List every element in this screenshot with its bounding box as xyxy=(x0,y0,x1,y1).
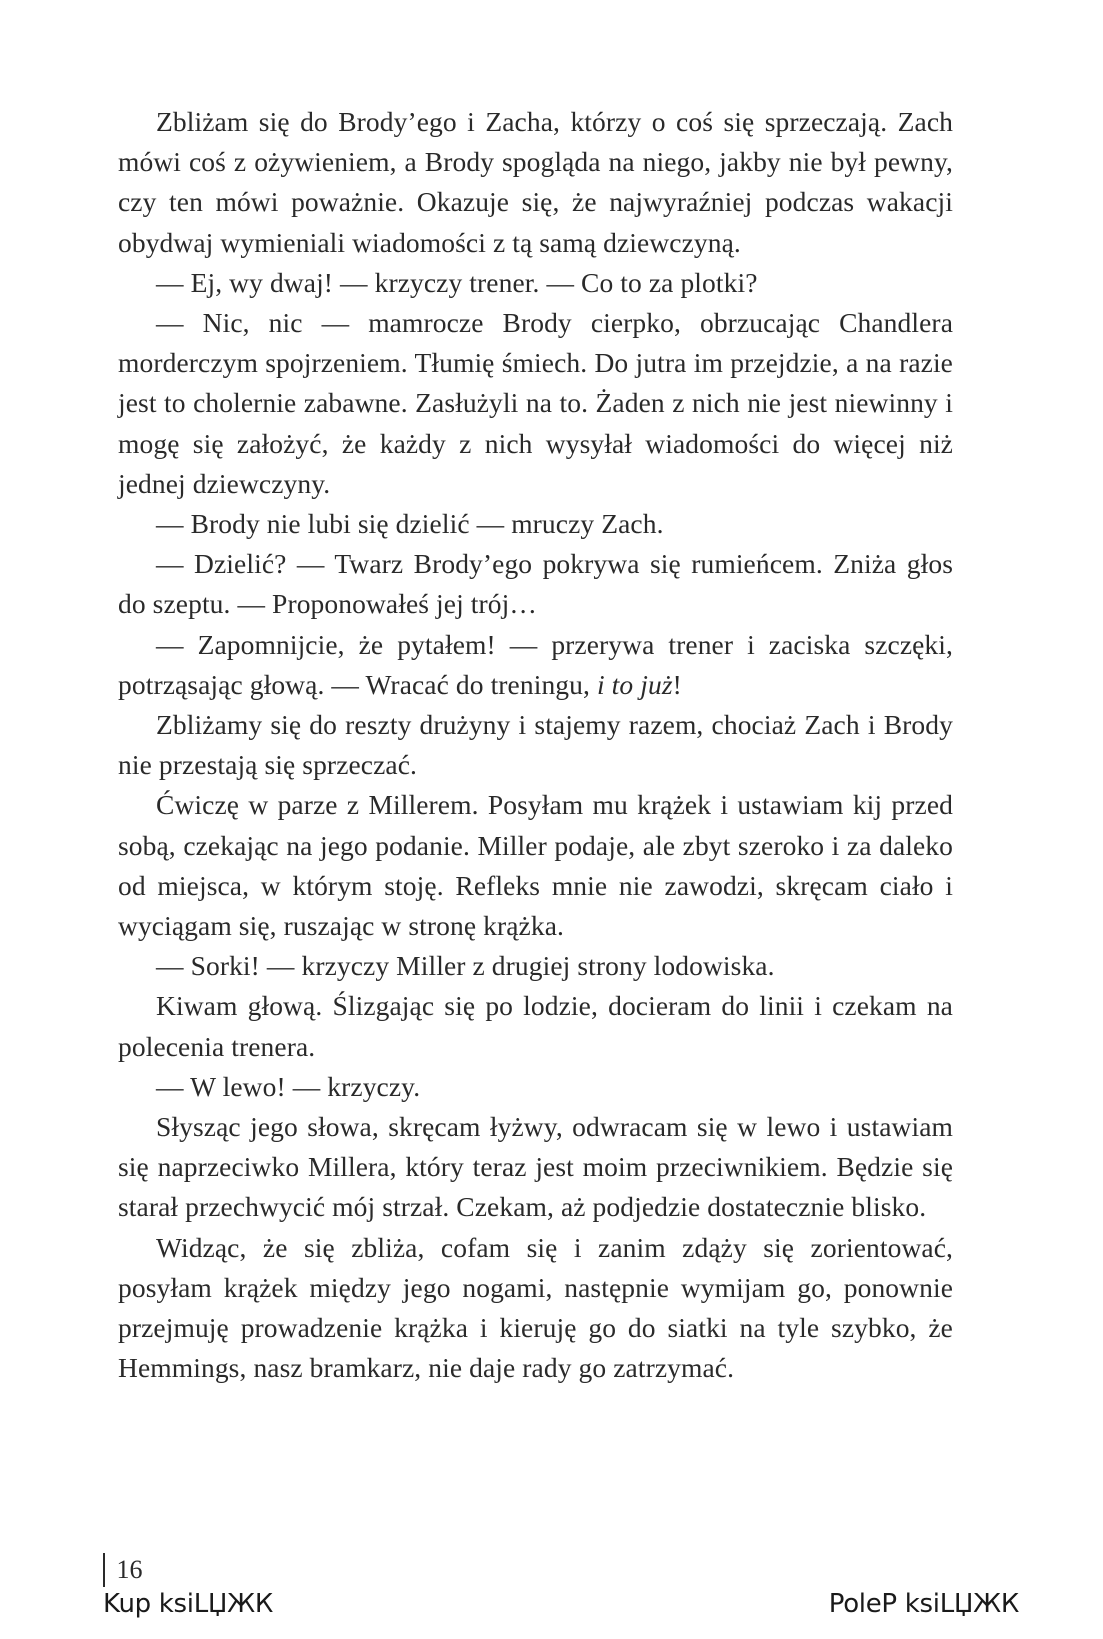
paragraph-12: Słysząc jego słowa, skręcam łyżwy, odwracam się w lewo i ustawiam się naprzeciwko Millera, który teraz jest moim przeciwnikiem. Będzie się starał przechwycić mój strzał. Czekam, aż podjedzie dostatecznie blisko. xyxy=(118,1111,953,1223)
paragraph-10: Kiwam głową. Ślizgając się po lodzie, docieram do linii i czekam na polecenia trenera. xyxy=(118,990,953,1062)
page-number: 16 xyxy=(116,1555,143,1584)
paragraph-4: — Brody nie lubi się dzielić — mruczy Zach. xyxy=(156,508,664,540)
paragraph-8: Ćwiczę w parze z Millerem. Posyłam mu krążek i ustawiam kij przed sobą, czekając na jego podanie. Miller podaje, ale zbyt szeroko i za daleko od miejsca, w którym stoję. Refleks mnie nie zawodzi, skręcam ciało i wyciągam się, ruszając w stronę krążka. xyxy=(118,789,953,942)
paragraph-5: — Dzielić? — Twarz Brody’ego pokrywa się rumieńcem. Zniża głos do szeptu. — Proponowałeś jej trój… xyxy=(118,548,953,620)
paragraph-3: — Nic, nic — mamrocze Brody cierpko, obrzucając Chandlera morderczym spojrzeniem. Tłumię śmiech. Do jutra im przejdzie, a na razie jest to cholernie zabawne. Zasłużyli na to. Żaden z nich nie jest niewinny i mogę się założyć, że każdy z nich wysyłał wiadomości do więcej niż jednej dziewczyny. xyxy=(118,307,953,499)
paragraph-2: — Ej, wy dwaj! — krzyczy trener. — Co to za plotki? xyxy=(156,266,758,298)
paragraph-6 xyxy=(118,625,953,705)
page-number-divider xyxy=(103,1553,105,1587)
paragraph-11: — W lewo! — krzyczy. xyxy=(156,1070,421,1102)
paragraph-13: Widząc, że się zbliża, cofam się i zanim zdąży się zorientować, posyłam krążek między jego nogami, następnie wymijam go, ponownie przejmuję prowadzenie krążka i kieruję go do siatki na tyle szybko, że Hemmings, nasz bramkarz, nie daje rady go zatrzymać. xyxy=(118,1231,953,1384)
paragraph-7: Zbliżamy się do reszty drużyny i stajemy razem, chociaż Zach i Brody nie przestają się sprzeczać. xyxy=(118,709,953,781)
paragraph-1: Zbliżam się do Brody’ego i Zacha, którzy o coś się sprzeczają. Zach mówi coś z ożywieniem, a Brody spogląda na niego, jakby nie był pewny, czy ten mówi poważnie. Okazuje się, że najwyraźniej podczas wakacji obydwaj wymieniali wiadomości z tą samą dziewczyną. xyxy=(118,106,953,258)
page-body xyxy=(118,102,953,1389)
recommend-book-link[interactable]: PoleP ksiLЏЖК xyxy=(828,1589,1019,1619)
paragraph-6-italic: i to już xyxy=(596,668,673,700)
paragraph-6-text: — Zapomnijcie, że pytałem! — przerywa trener i zaciska szczęki, potrząsając głową. — Wracać do treningu, xyxy=(118,628,953,700)
buy-book-link[interactable]: Kup ksiLЏЖК xyxy=(103,1589,274,1619)
page-number-block xyxy=(103,1552,143,1588)
paragraph-6-after: ! xyxy=(672,668,682,700)
paragraph-9: — Sorki! — krzyczy Miller z drugiej strony lodowiska. xyxy=(156,950,775,982)
